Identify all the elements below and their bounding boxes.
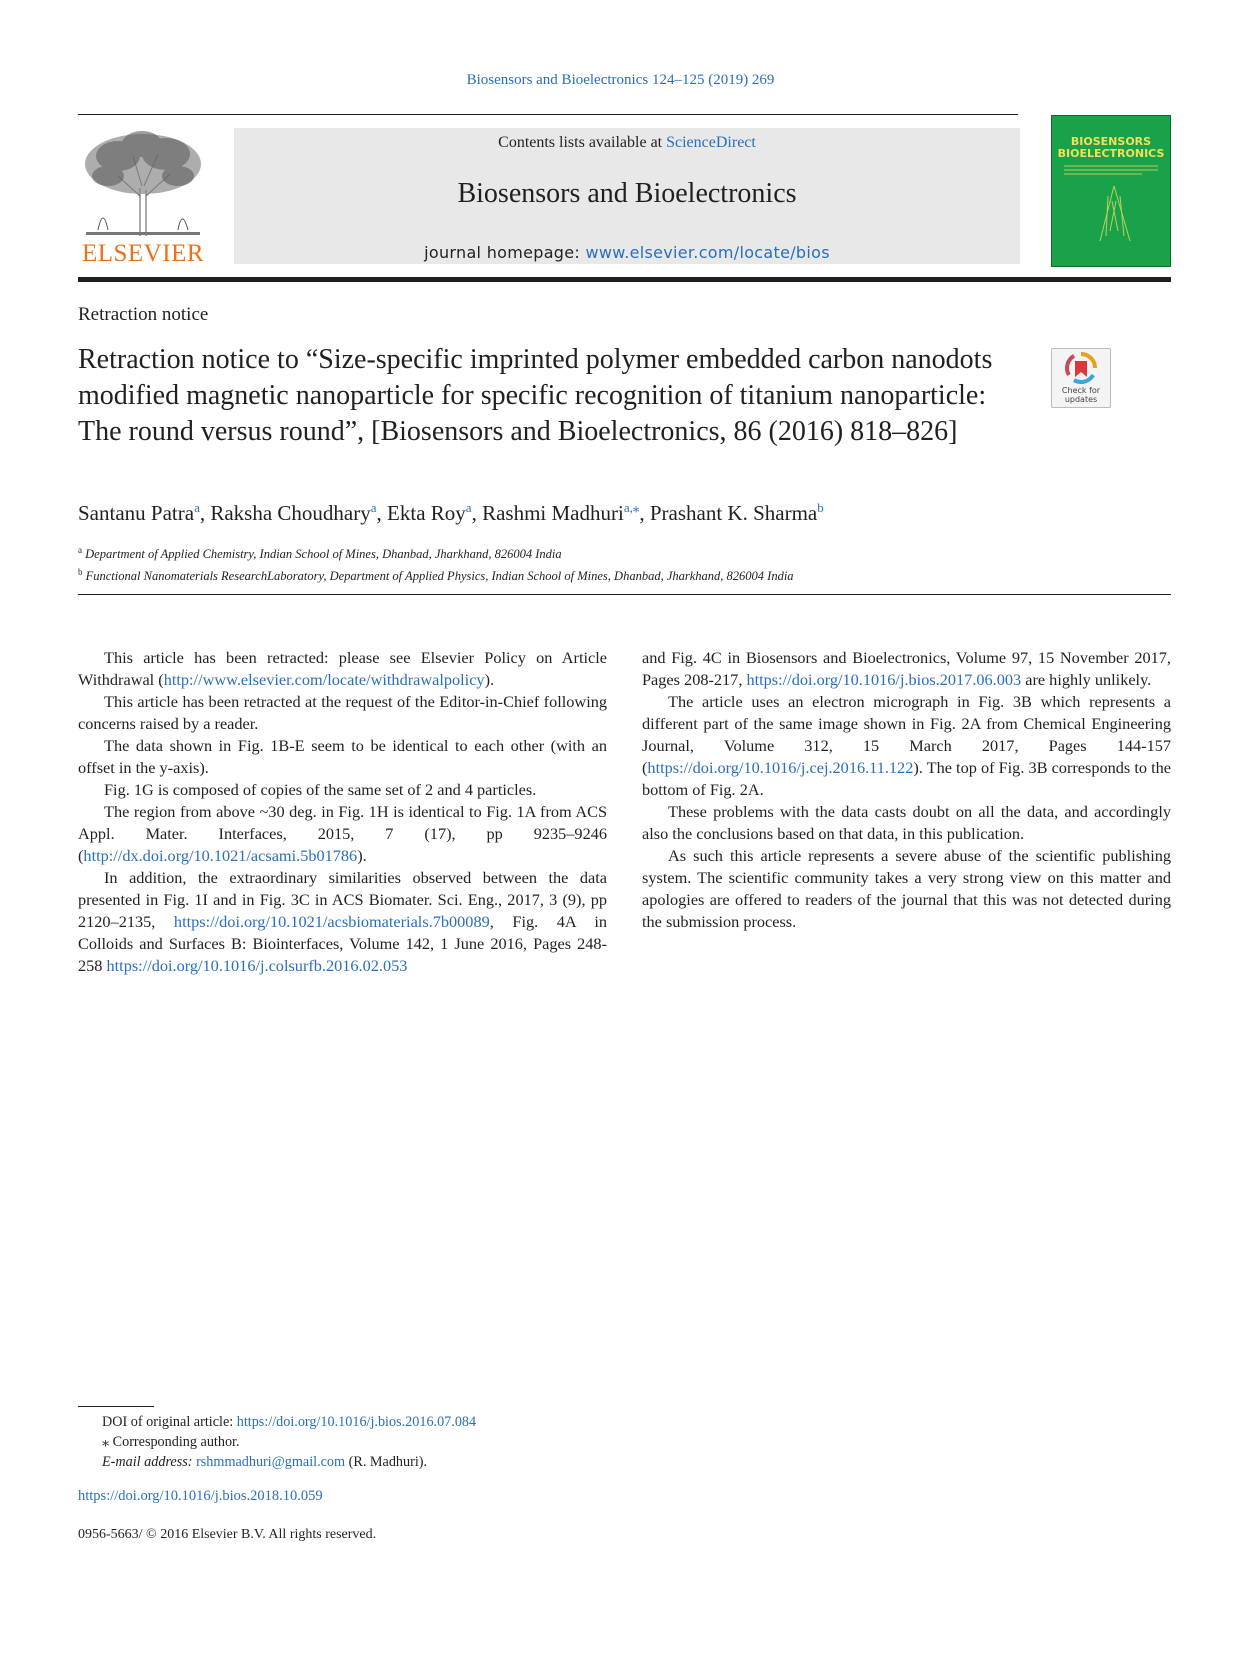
copyright-line: 0956-5663/ © 2016 Elsevier B.V. All rights reserved. xyxy=(78,1527,377,1542)
bios-doi-link[interactable]: https://doi.org/10.1016/j.bios.2017.06.003 xyxy=(746,670,1022,689)
header-thick-rule xyxy=(78,277,1171,282)
author-affil-mark[interactable]: b xyxy=(817,500,824,515)
cover-title-line2: BIOELECTRONICS xyxy=(1057,147,1165,160)
footnote-email: E-mail address: rshmmadhuri@gmail.com (R. Madhuri). xyxy=(102,1454,428,1470)
top-rule xyxy=(78,114,1018,115)
crossmark-line2: updates xyxy=(1064,395,1098,404)
paragraph: This article has been retracted: please see Elsevier Policy on Article Withdrawal (http://www.elsevier.com/locate/withdrawalpolicy). xyxy=(78,648,607,689)
body-column-right xyxy=(642,647,1171,933)
sciencedirect-link[interactable]: ScienceDirect xyxy=(666,134,756,151)
affiliation-mark: a xyxy=(78,545,82,555)
crossmark-line1: Check for xyxy=(1061,386,1101,395)
footnote-doi-original: DOI of original article: https://doi.org/10.1016/j.bios.2016.07.084 xyxy=(102,1414,477,1430)
paragraph: The region from above ~30 deg. in Fig. 1H is identical to Fig. 1A from ACS Appl. Mater. Interfaces, 2015, 7 (17), pp 9235–9246 (http://dx.doi.org/10.1021/acsami.5b01786). xyxy=(78,802,607,865)
paragraph: The article uses an electron micrograph in Fig. 3B which represents a different part of the same image shown in Fig. 2A from Chemical Engineering Journal, Volume 312, 15 March 2017, Pages 144-157 (https://doi.org/10.1016/j.cej.2016.11.122). The top of Fig. 3B corresponds to the bottom of Fig. 2A. xyxy=(642,692,1171,799)
body-rule xyxy=(78,594,1171,595)
paragraph: In addition, the extraordinary similarities observed between the data presented in Fig. 1I and in Fig. 3C in ACS Biomater. Sci. Eng., 2017, 3 (9), pp 2120–2135, https://doi.org/10.1021/acsbiomaterials.7b00089, Fig. 4A in Colloids and Surfaces B: Biointerfaces, Volume 142, 1 June 2016, Pages 248-258 https://doi.org/10.1016/j.colsurfb.2016.02.053 xyxy=(78,868,608,975)
article-title: Retraction notice to “Size-specific imprinted polymer embedded carbon nanodots modified magnetic nanoparticle for specific recognition of titanium nanoparticle: The round versus round”, [Biosensors and Bioelectronics, 86 (2016) 818–826] xyxy=(78,344,993,447)
elsevier-logo xyxy=(78,126,208,266)
withdrawal-policy-link[interactable]: http://www.elsevier.com/locate/withdrawalpolicy xyxy=(163,670,485,689)
cover-graphic-icon xyxy=(1052,116,1170,266)
acsbiomaterials-doi-link[interactable]: https://doi.org/10.1021/acsbiomaterials.7b00089 xyxy=(173,912,490,931)
paragraph: These problems with the data casts doubt on all the data, and accordingly also the conclusions based on that data, in this publication. xyxy=(642,802,1171,843)
affiliation-item xyxy=(78,563,794,585)
section-label: Retraction notice xyxy=(78,304,209,325)
paragraph: The data shown in Fig. 1B-E seem to be identical to each other (with an offset in the y-axis). xyxy=(78,736,607,777)
running-head[interactable]: Biosensors and Bioelectronics 124–125 (2019) 269 xyxy=(466,72,775,88)
journal-title: Biosensors and Bioelectronics xyxy=(457,178,797,209)
author-name[interactable]: Rashmi Madhuri xyxy=(482,501,624,525)
journal-cover[interactable] xyxy=(1051,115,1171,267)
original-article-doi-link[interactable]: https://doi.org/10.1016/j.bios.2016.07.084 xyxy=(236,1414,477,1430)
acsami-doi-link[interactable]: http://dx.doi.org/10.1021/acsami.5b01786 xyxy=(83,846,358,865)
footnote-corresponding: ⁎ Corresponding author. xyxy=(102,1434,240,1450)
cover-title-line1: BIOSENSORS xyxy=(1070,135,1152,148)
check-for-updates-badge[interactable] xyxy=(1051,348,1111,408)
homepage-prefix: journal homepage: xyxy=(424,243,586,262)
affiliation-mark: b xyxy=(78,567,83,578)
author-affil-mark[interactable]: a,⁎ xyxy=(623,500,640,515)
journal-homepage-link[interactable]: www.elsevier.com/locate/bios xyxy=(585,243,830,262)
affiliation-item xyxy=(78,541,794,563)
author-affil-mark[interactable]: a xyxy=(370,500,377,515)
contents-line xyxy=(234,134,1020,152)
body-column-left xyxy=(78,647,607,977)
elsevier-tree-icon xyxy=(78,126,208,238)
affiliations xyxy=(78,541,794,585)
author-name[interactable]: Raksha Choudhary xyxy=(210,501,371,525)
footnotes xyxy=(78,1412,476,1472)
homepage-line xyxy=(234,243,1020,262)
author-affil-mark[interactable]: a xyxy=(465,500,472,515)
cej-doi-link[interactable]: https://doi.org/10.1016/j.cej.2016.11.122 xyxy=(647,758,914,777)
affiliation-text: Functional Nanomaterials ResearchLaboratory, Department of Applied Physics, Indian School of Mines, Dhanbad, Jharkhand, 826004 India xyxy=(85,569,794,584)
elsevier-wordmark: ELSEVIER xyxy=(81,240,205,267)
email-link[interactable]: rshmmadhuri@gmail.com xyxy=(196,1454,346,1470)
journal-masthead xyxy=(234,128,1020,264)
author-name[interactable]: Santanu Patra xyxy=(78,501,195,525)
author-name[interactable]: Prashant K. Sharma xyxy=(649,501,818,525)
article-doi-link[interactable]: https://doi.org/10.1016/j.bios.2018.10.059 xyxy=(78,1488,323,1504)
author-affil-mark[interactable]: a xyxy=(194,500,200,515)
affiliation-text: Department of Applied Chemistry, Indian School of Mines, Dhanbad, Jharkhand, 826004 India xyxy=(85,547,562,562)
paragraph: This article has been retracted at the request of the Editor-in-Chief following concerns raised by a reader. xyxy=(78,692,607,733)
paragraph: As such this article represents a severe abuse of the scientific publishing system. The scientific community takes a very strong view on this matter and apologies are offered to readers of the journal that this was not detected during the submission process. xyxy=(642,846,1171,931)
author-list: Santanu Patra$^a$, Raksha Choudhary$^a$, Ekta Roy$^a$, Rashmi Madhuri$^{a,⁎}$, Prashant K. Sharma$^b$ xyxy=(78,500,824,525)
author-name[interactable]: Ekta Roy xyxy=(387,501,466,525)
paragraph-continued: and Fig. 4C in Biosensors and Bioelectronics, Volume 97, 15 November 2017, Pages 208-217, https://doi.org/10.1016/j.bios.2017.06.003 are highly unlikely. xyxy=(642,648,1171,689)
contents-prefix: Contents lists available at xyxy=(498,134,667,151)
colsurfb-doi-link[interactable]: https://doi.org/10.1016/j.colsurfb.2016.02.053 xyxy=(106,956,408,975)
crossmark-label xyxy=(1052,386,1110,404)
paragraph: Fig. 1G is composed of copies of the same set of 2 and 4 particles. xyxy=(104,780,537,799)
crossmark-icon xyxy=(1052,349,1110,389)
footnote-rule xyxy=(78,1406,154,1407)
